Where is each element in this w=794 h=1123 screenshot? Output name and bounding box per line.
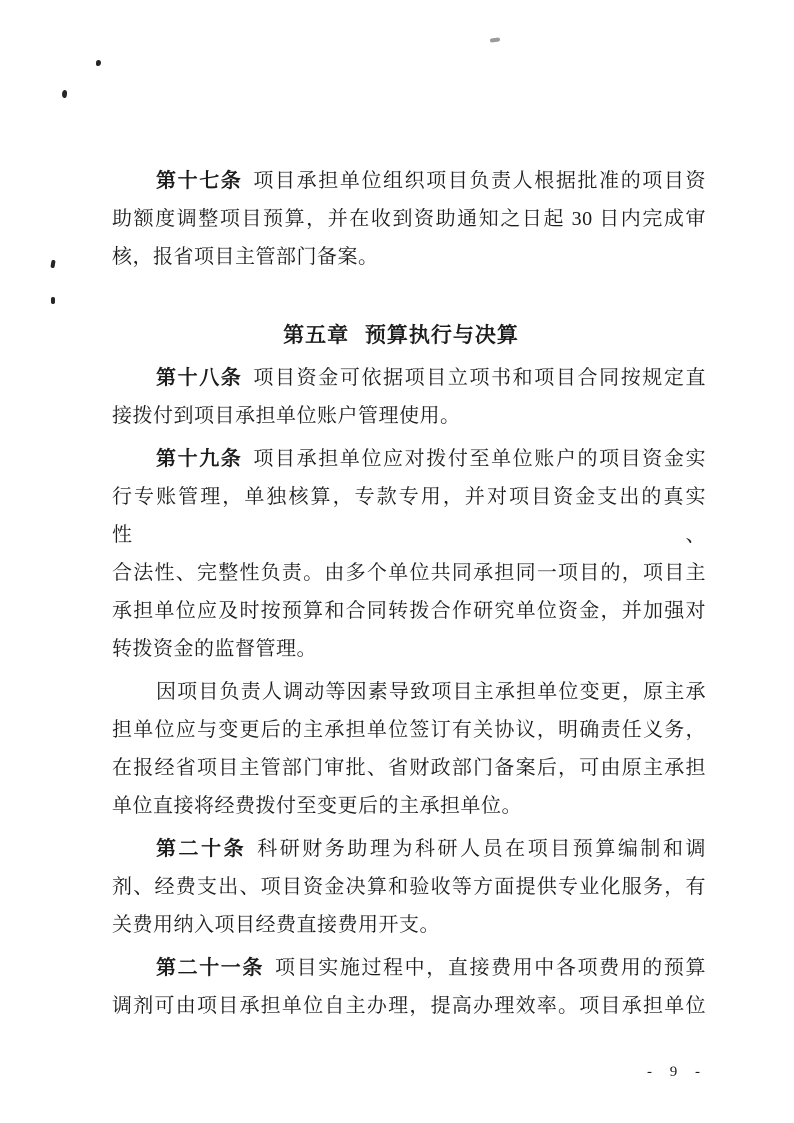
article-number: 第二十条 (156, 838, 247, 860)
scan-speck (96, 60, 101, 66)
text-line: 关费用纳入项目经费直接费用开支。 (112, 914, 440, 936)
article-17 (112, 162, 706, 276)
article-number: 第十八条 (156, 367, 243, 389)
article-number: 第二十一条 (156, 957, 265, 979)
article-18 (112, 359, 706, 435)
scan-speck (51, 297, 55, 304)
article-20 (112, 830, 706, 944)
chapter-5-heading: 第五章 预算执行与决算 (283, 323, 519, 347)
text-line: 第二十一条 项目实施过程中，直接费用中各项费用的预算 (156, 957, 707, 979)
document-body (112, 162, 706, 1025)
text-line: 因项目负责人调动等因素导致项目主承担单位变更，原主承 (156, 681, 706, 703)
text-line: 担单位应与变更后的主承担单位签订有关协议，明确责任义务， (112, 719, 706, 741)
page-number: - 9 - (647, 1064, 706, 1080)
article-19 (112, 440, 706, 668)
text-line: 核，报省项目主管部门备案。 (112, 246, 379, 268)
text-line: 在报经省项目主管部门审批、省财政部门备案后，可由原主承担 (112, 757, 706, 779)
text-line: 转拨资金的监督管理。 (112, 638, 317, 660)
text-line: 第二十条 科研财务助理为科研人员在项目预算编制和调 (156, 838, 707, 860)
text-line: 第十七条 项目承担单位组织项目负责人根据批准的项目资 (156, 170, 707, 192)
article-21 (112, 949, 706, 1025)
text-line: 接拨付到项目承担单位账户管理使用。 (112, 405, 461, 427)
text-line: 剂、经费支出、项目资金决算和验收等方面提供专业化服务，有 (112, 876, 706, 898)
text-line: 承担单位应及时按预算和合同转拨合作研究单位资金，并加强对 (112, 600, 706, 622)
article-number: 第十七条 (156, 170, 243, 192)
scan-speck (50, 260, 55, 269)
text-line: 行专账管理，单独核算，专款专用，并对项目资金支出的真实性、 (112, 486, 706, 546)
text-line: 第十九条 项目承担单位应对拨付至单位账户的项目资金实 (156, 448, 707, 470)
text-line: 第十八条 项目资金可依据项目立项书和项目合同按规定直 (156, 367, 707, 389)
article-number: 第十九条 (156, 448, 243, 470)
text-line: 单位直接将经费拨付至变更后的主承担单位。 (112, 795, 522, 817)
text-line: 调剂可由项目承担单位自主办理，提高办理效率。项目承担单位 (112, 995, 706, 1017)
scan-smudge (490, 37, 500, 42)
text-line: 合法性、完整性负责。由多个单位共同承担同一项目的，项目主 (112, 562, 706, 584)
scan-speck (61, 90, 67, 99)
article-19-continuation (112, 673, 706, 825)
text-line: 助额度调整项目预算，并在收到资助通知之日起 30 日内完成审 (112, 208, 706, 230)
